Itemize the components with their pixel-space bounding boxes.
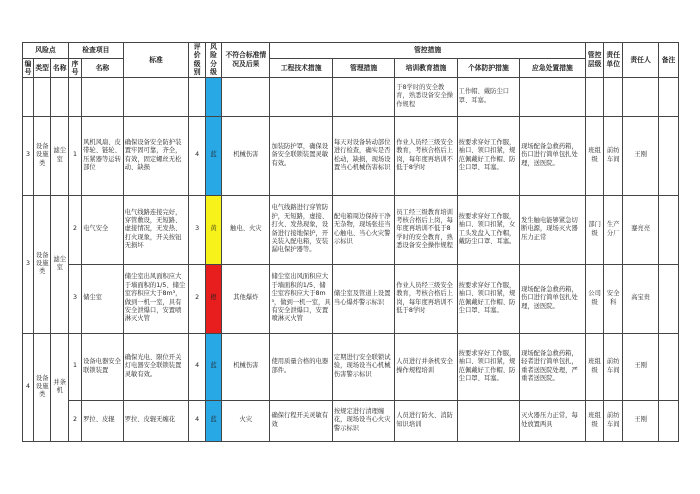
cell-remark xyxy=(659,116,679,195)
header-control-measures: 管控措施 xyxy=(270,43,585,59)
header-ppe: 个体防护措施 xyxy=(457,59,519,77)
cell-emerg: 现场配备急救药箱，伤口进行简单包扎处理，送医院。 xyxy=(520,116,586,195)
cell-item: 罗拉、皮辊 xyxy=(82,400,124,441)
cell-eng: 使用质量合格的电器部件。 xyxy=(270,333,332,400)
cell-no: 3 xyxy=(23,116,34,195)
cell-conseq: 机械伤害 xyxy=(222,116,270,195)
cell-mgmt: 定期进行安全联锁试验，现场设当心机械伤害警示标识 xyxy=(332,333,394,400)
cell-name: 滤尘室 xyxy=(51,195,69,333)
risk-color-cell xyxy=(205,400,221,441)
cell-standard: 确保光电、限位开关灯电器安全联锁装置灵敏有效。 xyxy=(123,333,189,400)
header-risk-point: 风险点 xyxy=(23,43,69,59)
cell-no: 3 xyxy=(23,195,34,333)
cell-mgmt: 每天对设备转动部位进行检查，确实是否松动，缺损，现场设置当心机械伤害标识 xyxy=(332,116,394,195)
cell-emerg: 灭火器压力正常，每处放置两具 xyxy=(520,400,586,441)
risk-level-badge: 蓝 xyxy=(206,334,221,400)
cell-level: 公司级 xyxy=(585,264,604,333)
cell-level: 班组级 xyxy=(585,400,604,441)
cell-remark xyxy=(659,264,679,333)
header-mgmt: 管理措施 xyxy=(332,59,394,77)
cell-remark xyxy=(659,333,679,400)
cell-item: 设备电器安全联锁装置 xyxy=(82,333,124,400)
cell-ppe: 按要求穿好工作服，袖口、领口扣紧，规范佩戴好工作帽、防尘口罩、耳塞。 xyxy=(457,333,519,400)
header-eng: 工程技术措施 xyxy=(270,59,332,77)
cell-train: 作业人员经三级安全教育，考核合格后上岗，每年度再培训不低于8学时 xyxy=(395,116,457,195)
cell-no: 4 xyxy=(23,333,34,441)
header-name: 名称 xyxy=(51,59,69,77)
risk-color-cell xyxy=(205,264,221,333)
cell-standard: 电气线路连接完好，穿管敷设，无短路、虚接情况，无发热、打火现象，开关按钮无损坏 xyxy=(123,195,189,264)
cell-eval: 4 xyxy=(189,116,205,195)
cell-eval: 3 xyxy=(189,195,205,264)
cell-eval: 2 xyxy=(189,264,205,333)
cell-seq: 2 xyxy=(68,400,81,441)
cell-ppe xyxy=(457,400,519,441)
header-resp-unit: 责任单位 xyxy=(604,43,623,78)
risk-color-cell xyxy=(205,195,221,264)
cell-seq: 1 xyxy=(68,116,81,195)
cell-eval: 4 xyxy=(189,333,205,400)
cell-eng: 储尘室出风面积应大于墙面积的1/5、储尘室容积应大于8m³，做到一机一室，具有安全泄爆口，安置喷淋灭火管 xyxy=(270,264,332,333)
header-no: 编号 xyxy=(23,59,34,77)
continuation-row xyxy=(23,77,679,116)
header-seq: 序号 xyxy=(68,59,81,77)
cell-eval: 4 xyxy=(189,400,205,441)
risk-level-badge: 蓝 xyxy=(206,117,221,195)
cell-level: 班组级 xyxy=(585,116,604,195)
table-row xyxy=(23,333,679,400)
header-risk-level: 风险分级 xyxy=(205,43,221,78)
cell-conseq: 其他爆炸 xyxy=(222,264,270,333)
cell-unit: 安全科 xyxy=(604,264,623,333)
table-row xyxy=(23,116,679,195)
cont-ppe: 工作帽、戴防尘口罩、耳塞。 xyxy=(457,77,519,116)
cell-type: 设备设施类 xyxy=(33,333,51,441)
cell-emerg: 现场配备急救药箱，伤口进行简单包扎处理，送医院。 xyxy=(520,264,586,333)
cell-seq: 1 xyxy=(68,333,81,400)
table-row xyxy=(23,400,679,441)
cell-name: 滤尘室 xyxy=(51,116,69,195)
cell-unit: 前纺车间 xyxy=(604,333,623,400)
cell-item: 风机风扇、皮带轮、链轮、压紧器等运转部位 xyxy=(82,116,124,195)
cell-eng: 电气线路进行穿管防护，无短路，虚接、打火、发热现象，设备进行接地保护，开关装入配电箱，安装漏电保护器等。 xyxy=(270,195,332,264)
cell-mgmt: 按规定进行清理缠花，现场设当心火灾警示标识 xyxy=(332,400,394,441)
cell-emerg: 发生触电能够紧急切断电源，现场灭火器压力正常 xyxy=(520,195,586,264)
cell-ppe: 按要求穿好工作服，袖口、领口扣紧，女工头发盘入工作帽，戴防尘口罩、耳塞。 xyxy=(457,195,519,264)
cell-person: 王刚 xyxy=(623,400,659,441)
cell-remark xyxy=(659,400,679,441)
cell-remark xyxy=(659,195,679,264)
cell-conseq: 触电、火灾 xyxy=(222,195,270,264)
cell-emerg: 现场配备急救药箱，轻者进行简单包扎，重者送医院处理，严重者送医院。 xyxy=(520,333,586,400)
cell-train: 员工经三级教育培训考核合格后上岗，每年度再培训不低于8学时的安全教育，熟悉设备安全操作规程 xyxy=(395,195,457,264)
cell-standard: 确保设备安全防护装置牢固可靠，齐全，有效，固定螺丝无松动、缺损 xyxy=(123,116,189,195)
risk-color-cell xyxy=(205,77,221,116)
risk-fill-continuation xyxy=(206,78,221,116)
risk-control-table xyxy=(22,42,679,442)
header-standard: 标准 xyxy=(123,43,189,78)
cell-standard: 储尘室出风面积应大于墙面积的1/5、储尘室容积应大于8m³，做到一机一室，具有安全泄爆口，安置喷淋灭火管 xyxy=(123,264,189,333)
cell-unit: 前纺车间 xyxy=(604,400,623,441)
cell-level: 部门级 xyxy=(585,195,604,264)
risk-level-badge: 橙 xyxy=(206,265,221,333)
header-eval-level: 评价级别 xyxy=(189,43,205,78)
cell-unit: 生产分厂 xyxy=(604,195,623,264)
cell-mgmt: 储尘室及管道上设置当心爆炸警示标识 xyxy=(332,264,394,333)
cell-level: 班组级 xyxy=(585,333,604,400)
cell-standard: 罗拉、皮辊无缠花 xyxy=(123,400,189,441)
risk-color-cell xyxy=(205,333,221,400)
cell-type: 设备设施类 xyxy=(33,116,51,195)
cell-person: 王刚 xyxy=(623,116,659,195)
header-nonconform: 不符合标准情况及后果 xyxy=(222,43,270,78)
cell-conseq: 机械伤害 xyxy=(222,333,270,400)
cell-train: 作业人员经三级安全教育，考核合格后上岗，每年度再培训不低于8学时 xyxy=(395,264,457,333)
risk-level-badge: 黄 xyxy=(206,196,221,264)
cell-item: 电气安全 xyxy=(82,195,124,264)
cell-mgmt: 配电箱周边保持干净无杂物，现场张挂当心触电、当心火灾警示标识 xyxy=(332,195,394,264)
header-check-item: 检查项目 xyxy=(68,43,123,59)
header-emerg: 应急处置措施 xyxy=(520,59,586,77)
cell-person: 高宝贵 xyxy=(623,264,659,333)
table-row xyxy=(23,195,679,264)
cell-item: 储尘室 xyxy=(82,264,124,333)
cont-train: 于8学时的安全教育，熟悉设备安全操作规程 xyxy=(395,77,457,116)
cell-train: 人员进行并条机安全操作规程培训 xyxy=(395,333,457,400)
risk-color-cell xyxy=(205,116,221,195)
cell-person: 蹇亮亮 xyxy=(623,195,659,264)
header-type: 类型 xyxy=(33,59,51,77)
cell-seq: 2 xyxy=(68,195,81,264)
cell-name: 并条机 xyxy=(51,333,69,441)
header-item-name: 名称 xyxy=(82,59,124,77)
cell-unit: 前纺车间 xyxy=(604,116,623,195)
table-row xyxy=(23,264,679,333)
header-train: 培训教育措施 xyxy=(395,59,457,77)
cell-conseq: 火灾 xyxy=(222,400,270,441)
cell-eng: 确保行程开关灵敏有效 xyxy=(270,400,332,441)
cell-train: 人员进行防火、消防知识培训 xyxy=(395,400,457,441)
cell-ppe: 按要求穿好工作服，袖口、领口扣紧，规范佩戴好工作帽、防尘口罩、耳塞。 xyxy=(457,264,519,333)
risk-level-badge: 蓝 xyxy=(206,401,221,441)
cell-ppe: 按要求穿好工作服，袖口、领口扣紧，规范佩戴好工作帽、防尘口罩、耳塞。 xyxy=(457,116,519,195)
header-resp-person: 责任人 xyxy=(623,43,659,78)
header-control-level: 管控层级 xyxy=(585,43,604,78)
cell-person: 王刚 xyxy=(623,333,659,400)
cell-type: 设备设施类 xyxy=(33,195,51,333)
cell-eng: 加装防护罩，确保设备安全联锁装置灵敏有效。 xyxy=(270,116,332,195)
cell-seq: 3 xyxy=(68,264,81,333)
header-remark: 备注 xyxy=(659,43,679,78)
